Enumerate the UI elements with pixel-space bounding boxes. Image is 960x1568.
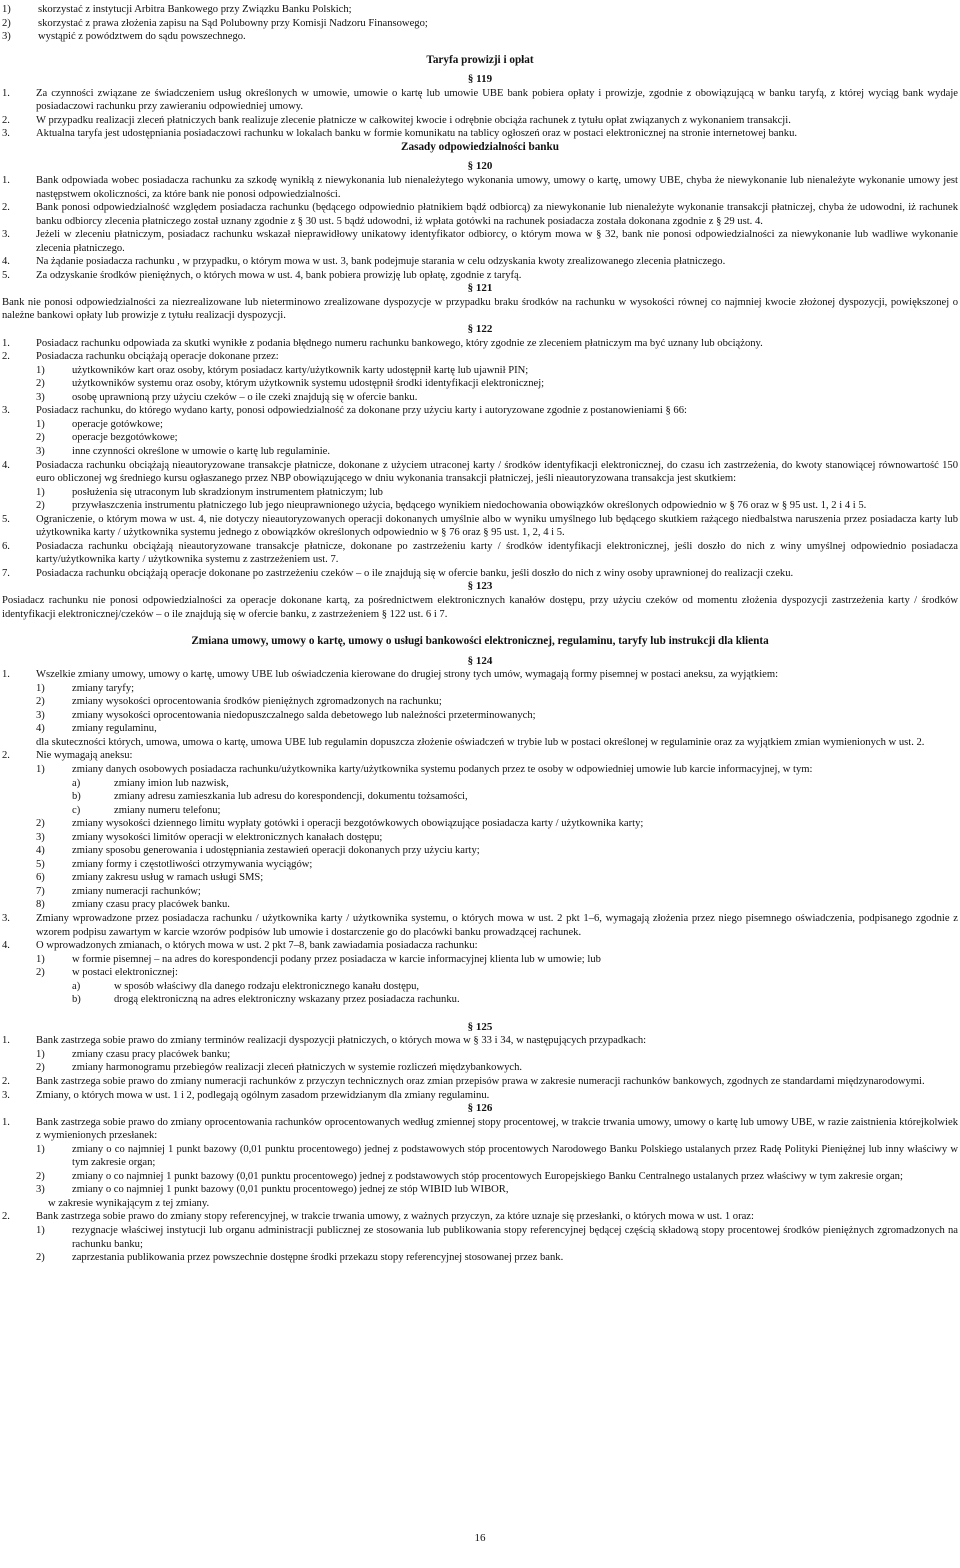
list-item: 2) zmiany wysokości oprocentowania środków pieniężnych zgromadzonych na rachunku; bbox=[36, 696, 442, 708]
list-item: 4) zmiany sposobu generowania i udostępniania zestawień operacji dokonanych przy użyciu karty; bbox=[36, 845, 480, 857]
paragraph-number-120: § 120 bbox=[467, 160, 493, 173]
list-item: 3) zmiany o co najmniej 1 punkt bazowy (0,01 punktu procentowego) jednej ze stóp WIBID lub WIBOR, bbox=[36, 1184, 509, 1196]
list-item: 1) w formie pisemnej – na adres do korespondencji podany przez posiadacza w karcie informacyjnej klienta lub w umowie; lub bbox=[36, 953, 601, 965]
list-item: 4. O wprowadzonych zmianach, o których mowa w ust. 2 pkt 7–8, bank zawiadamia posiadacza rachunku: bbox=[2, 940, 478, 952]
list-item: a) zmiany imion lub nazwisk, bbox=[72, 777, 229, 789]
list-item: b) zmiany adresu zamieszkania lub adresu do korespondencji, dokumentu tożsamości, bbox=[72, 791, 468, 803]
list-item: 3. Jeżeli w zleceniu płatniczym, posiadacz rachunku wskazał nieprawidłowy unikatowy identyfikator odbiorcy, o którym mowa w § 32, bank nie ponosi odpowiedzialności za niewykonanie lub wadliwe wykonanie zlecenia płatniczego. bbox=[2, 229, 958, 254]
list-item: 2. Bank zastrzega sobie prawo do zmiany stopy referencyjnej, w trakcie trwania umowy, z ważnych przyczyn, za które uznaje się przesłanki, o których mowa w ust. 1 oraz: bbox=[2, 1211, 754, 1223]
list-item: 7) zmiany numeracji rachunków; bbox=[36, 885, 201, 897]
list-item: 3. Zmiany, o których mowa w ust. 1 i 2, podlegają ogólnym zasadom przewidzianym dla zmiany regulaminu. bbox=[2, 1089, 490, 1101]
list-item: b) drogą elektroniczną na adres elektroniczny wskazany przez posiadacza rachunku. bbox=[72, 994, 460, 1006]
list-item: 6) zmiany zakresu usług w ramach usługi SMS; bbox=[36, 872, 264, 884]
list-item: 3. Aktualna taryfa jest udostępniania posiadaczowi rachunku w lokalach banku w formie komunikatu na tablicy ogłoszeń oraz w postaci elektronicznej na stronie internetowej banku. bbox=[2, 128, 798, 140]
list-item: 2. W przypadku realizacji zleceń płatniczych bank realizuje zlecenie płatnicze w całkowitej kwocie i odrębnie obciąża rachunek z tytułu opłat związanych z wykonaniem transakcji. bbox=[2, 114, 791, 126]
list-item: 3) osobę uprawnioną przy użyciu czeków – o ile czeki znajdują się w ofercie banku. bbox=[36, 391, 418, 403]
list-item: 8) zmiany czasu pracy placówek banku. bbox=[36, 899, 230, 911]
section-heading-zasady: Zasady odpowiedzialności banku bbox=[401, 140, 559, 153]
list-item: 2) zaprzestania publikowania przez powszechnie dostępne środki przekazu stopy referencyjnej stosowanej przez bank. bbox=[36, 1252, 564, 1264]
list-item: 6. Posiadacza rachunku obciążają nieautoryzowane transakcje płatnicze, dokonane po zastrzeżeniu karty / środków identyfikacji elektronicznej, jeśli doszło do nich z winy umyślnej odpowiednio posiadacza karty/użytkownika karty / użytkownika systemu z zastrzeżeniem ust. 7. bbox=[2, 540, 958, 566]
list-item: 1) posłużenia się utraconym lub skradzionym instrumentem płatniczym; lub bbox=[36, 486, 383, 498]
list-item: 1. Posiadacz rachunku odpowiada za skutki wynikłe z podania błędnego numeru rachunku bankowego, który zgodnie ze zleceniem płatniczym ma być uznany lub obciążony. bbox=[2, 337, 763, 349]
list-item: 2) zmiany wysokości dziennego limitu wypłaty gotówki i operacji bezgotówkowych obowiązujące posiadacza karty / użytkownika karty; bbox=[36, 818, 644, 830]
list-item: 7. Posiadacza rachunku obciążają operacje dokonane po zastrzeżeniu czeków – o ile znajdują się w ofercie banku, jeśli doszło do nich z winy osoby uprawnionej do realizacji czeku. bbox=[2, 567, 794, 579]
paragraph-text: Bank nie ponosi odpowiedzialności za niezrealizowane lub nieterminowo zrealizowane dyspozycje w przypadku braku środków na rachunku w wysokości równej co najmniej kwocie złożonej dyspozycji, powiększonej o należne bankowi opłaty lub prowizje z tytułu realizacji dyspozycji. bbox=[2, 296, 958, 322]
list-item: 2) operacje bezgotówkowe; bbox=[36, 432, 178, 444]
list-item: 5) zmiany formy i częstotliwości otrzymywania wyciągów; bbox=[36, 858, 313, 870]
list-item: 1. Bank odpowiada wobec posiadacza rachunku za szkodę wynikłą z niewykonania lub nienależytego wykonania umowy, umowy o kartę, umowy UBE, chyba że niewykonanie lub nienależyte wykonanie umowy jest następstwem okoliczności, za które bank nie ponosi odpowiedzialności. bbox=[2, 175, 958, 200]
list-item: 4. Posiadacza rachunku obciążają nieautoryzowane transakcje płatnicze, dokonane z użyciem utraconej karty / środków identyfikacji elektronicznej, do czasu ich zastrzeżenia, do kwoty stanowiącej równowartość 150 euro obliczonej wg średniego kursu ogłaszanego przez NBP obowiązującego w dniu wykonania transakcji płatniczej, jeśli nieautoryzowana transakcja jest skutkiem: bbox=[2, 459, 958, 485]
list-item: 5. Ograniczenie, o którym mowa w ust. 4, nie dotyczy nieautoryzowanych operacji dokonanych umyślnie albo w wyniku umyślnego lub będącego skutkiem rażącego niedbalstwa naruszenia przez posiadacza karty lub użytkownika karty / użytkownika systemu jednego z obowiązków określonych odpowiednio w § 76 oraz § 95 ust. 1, 2, 4 i 5. bbox=[2, 513, 958, 539]
list-item: 1) użytkowników kart oraz osoby, którym posiadacz karty/użytkownik karty udostępnił kartę lub ujawnił PIN; bbox=[36, 364, 529, 376]
list-item: 3. Zmiany wprowadzone przez posiadacza rachunku / użytkownika karty / użytkownika systemu, o których mowa w ust. 2 pkt 1–6, wymagają złożenia przez niego pisemnego oświadczenia, podpisanego zgodnie z wzorem podpisu zawartym w karcie wzorów podpisów lub umowie i dostarczenie go do placówki banku prowadzącej rachunek. bbox=[2, 913, 958, 938]
section-heading-zmiana: Zmiana umowy, umowy o kartę, umowy o usługi bankowości elektronicznej, regulaminu, taryfy lub instrukcji dla klienta bbox=[191, 635, 769, 648]
list-item: 3) wystąpić z powództwem do sądu powszechnego. bbox=[2, 31, 246, 43]
list-item: 2) zmiany o co najmniej 1 punkt bazowy (0,01 punktu procentowego) jednej z podstawowych stóp procentowych Europejskiego Banku Centralnego ustalanych przez właściwy w tym zakresie organ; bbox=[36, 1170, 903, 1182]
list-item: 1. Bank zastrzega sobie prawo do zmiany terminów realizacji dyspozycji płatniczych, o których mowa w § 33 i 34, w następujących przypadkach: bbox=[2, 1035, 647, 1047]
paragraph-number-124: § 124 bbox=[467, 654, 493, 667]
paragraph-number-126: § 126 bbox=[467, 1102, 493, 1115]
list-item: 2) zmiany harmonogramu przebiegów realizacji zleceń płatniczych w systemie rozliczeń międzybankowych. bbox=[36, 1062, 523, 1074]
list-item: 1) zmiany o co najmniej 1 punkt bazowy (0,01 punktu procentowego) jednej z podstawowych stóp procentowych Narodowego Banku Polskiego ustalanych przez Radę Polityki Pieniężnej lub inny właściwy w tym zakresie organ; bbox=[36, 1143, 958, 1169]
list-item: 1) zmiany czasu pracy placówek banku; bbox=[36, 1048, 231, 1060]
list-item: 2) skorzystać z prawa złożenia zapisu na Sąd Polubowny przy Komisji Nadzoru Finansowego; bbox=[2, 17, 428, 29]
list-item: 3) zmiany wysokości limitów operacji w elektronicznych kanałach dostępu; bbox=[36, 831, 383, 843]
paragraph-number-119: § 119 bbox=[467, 73, 493, 86]
list-item: 4. Na żądanie posiadacza rachunku , w przypadku, o którym mowa w ust. 3, bank podejmuje starania w celu odzyskania kwoty zrealizowanego zlecenia płatniczego. bbox=[2, 256, 726, 268]
list-item: 4) zmiany regulaminu, bbox=[36, 723, 157, 735]
list-item: 2. Nie wymagają aneksu: bbox=[2, 750, 133, 762]
list-item: 2. Posiadacza rachunku obciążają operacje dokonane przez: bbox=[2, 351, 279, 363]
section-heading-taryfa: Taryfa prowizji i opłat bbox=[426, 53, 534, 66]
list-item: 1) zmiany danych osobowych posiadacza rachunku/użytkownika karty/użytkownika systemu podanych przez te osoby w odpowiedniej umowie lub karcie informacyjnej, w tym: bbox=[36, 763, 813, 775]
list-item: 2) przywłaszczenia instrumentu płatniczego lub jego nieuprawnionego użycia, będącego wynikiem niedochowania obowiązków określonych odpowiednio w § 76 oraz w § 95 ust. 1, 2 i 4 i 5. bbox=[36, 500, 867, 512]
list-item: 1. Za czynności związane ze świadczeniem usług określonych w umowie, umowie o kartę lub umowie UBE bank pobiera opłaty i prowizje, zgodnie z obowiązującą w banku taryfą, z której wyciąg bank wydaje posiadaczowi rachunku przy zawieraniu odpowiedniej umowy. bbox=[2, 87, 958, 113]
paragraph-text: Posiadacz rachunku nie ponosi odpowiedzialności za operacje dokonane kartą, za pośrednictwem elektronicznych kanałów dostępu, przy użyciu czeków od momentu złożenia dyspozycji zastrzeżenia karty / środków identyfikacji elektronicznej/czeków – o ile znajdują się w ofercie banku, z zastrzeżeniem § 122 ust. 6 i 7. bbox=[2, 594, 958, 620]
list-item: c) zmiany numeru telefonu; bbox=[72, 804, 221, 816]
page-number: 16 bbox=[474, 1532, 486, 1544]
paragraph-number-122: § 122 bbox=[467, 323, 493, 336]
paragraph-text: w zakresie wynikającym z tej zmiany. bbox=[48, 1197, 210, 1209]
list-item: 1. Bank zastrzega sobie prawo do zmiany oprocentowania rachunków oprocentowanych według zmiennej stopy procentowej, w trakcie trwania umowy, umowy o kartę lub umowy UBE, w razie zaistnienia którejkolwiek z wymienionych przesłanek: bbox=[2, 1116, 958, 1142]
paragraph-number-123: § 123 bbox=[467, 580, 493, 593]
list-item: 2) w postaci elektronicznej: bbox=[36, 967, 178, 979]
paragraph-number-121: § 121 bbox=[467, 282, 493, 295]
list-item: 3) inne czynności określone w umowie o kartę lub regulaminie. bbox=[36, 445, 331, 457]
list-item: 5. Za odzyskanie środków pieniężnych, o których mowa w ust. 4, bank pobiera prowizję lub opłatę, zgodnie z taryfą. bbox=[2, 269, 522, 281]
list-item: 1) skorzystać z instytucji Arbitra Bankowego przy Związku Banku Polskich; bbox=[2, 4, 352, 15]
paragraph-number-125: § 125 bbox=[467, 1020, 493, 1033]
list-item: 1) zmiany taryfy; bbox=[36, 682, 135, 694]
list-item: 1) rezygnacje właściwej instytucji lub organu administracji publicznej ze stosowania lub publikowania stopy referencyjnej będącej częścią składową stopy procentowej środków pieniężnych zgromadzonych na rachunku banku; bbox=[36, 1225, 958, 1250]
list-item: 1. Wszelkie zmiany umowy, umowy o kartę, umowy UBE lub oświadczenia kierowane do drugiej strony tych umów, wymagają formy pisemnej w postaci aneksu, za wyjątkiem: bbox=[2, 669, 779, 681]
list-item: 2) użytkowników systemu oraz osoby, którym użytkownik systemu udostępnił środki identyfikacji elektronicznej; bbox=[36, 378, 545, 390]
list-item: 3) zmiany wysokości oprocentowania niedopuszczalnego salda debetowego lub należności przeterminowanych; bbox=[36, 709, 536, 721]
list-item: 2. Bank ponosi odpowiedzialność względem posiadacza rachunku (będącego odpowiednio płatnikiem bądź odbiorcą) za niewykonanie lub nienależyte wykonanie transakcji płatniczej, chyba że udowodni, iż rachunek banku odbiorcy zlecenia płatniczego został uznany zgodnie z § 30 ust. 5 bądź udowodni, iż wpłata gotówki na rachunek posiadacza została dokonana zgodnie z § 29 ust. 4. bbox=[2, 202, 958, 227]
list-item: 3. Posiadacz rachunku, do którego wydano karty, ponosi odpowiedzialność za dokonane przy użyciu karty i autoryzowane zgodnie z postanowieniami § 66: bbox=[2, 405, 687, 417]
list-item: 1) operacje gotówkowe; bbox=[36, 418, 163, 430]
list-item: a) w sposób właściwy dla danego rodzaju elektronicznego kanału dostępu, bbox=[72, 980, 420, 992]
list-item: 2. Bank zastrzega sobie prawo do zmiany numeracji rachunków z przyczyn technicznych oraz zmian przepisów prawa w zakresie numeracji rachunków bankowych, zgodnych ze standardami międzynarodowymi. bbox=[2, 1076, 925, 1088]
paragraph-text: dla skuteczności których, umowa, umowa o kartę, umowa UBE lub regulamin dopuszcza złożenie oświadczeń w trybie lub w postaci określonej w regulaminie oraz za wyjątkiem zmian wymienionych w ust. 2. bbox=[36, 736, 925, 748]
